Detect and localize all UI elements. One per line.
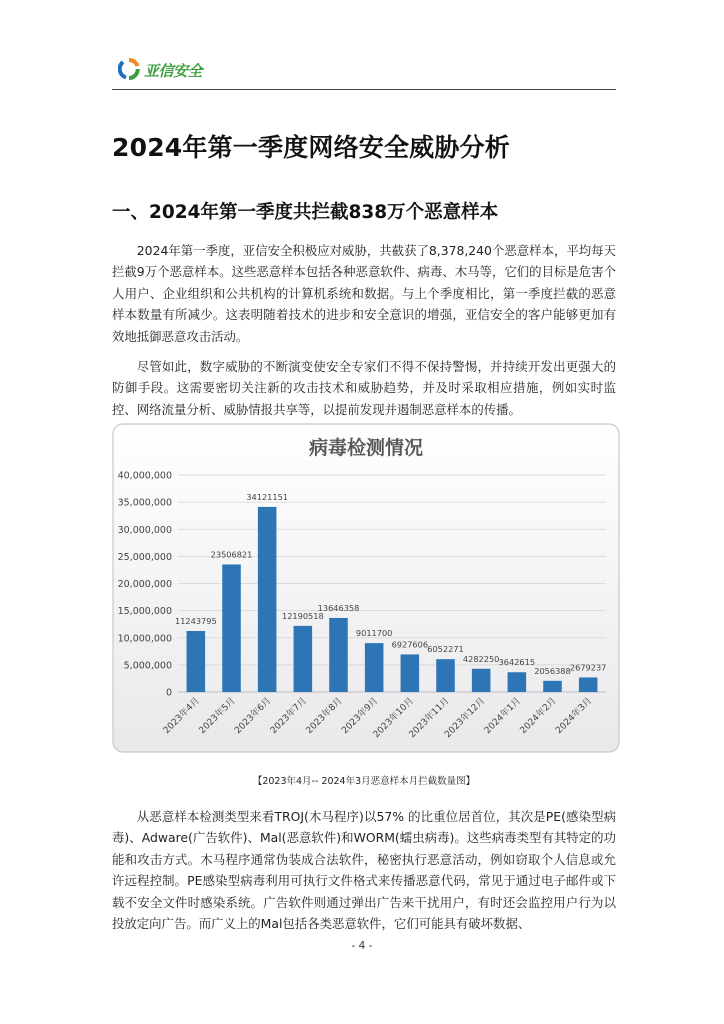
y-tick-label: 10,000,000: [117, 633, 172, 645]
x-tick-label: 2023年11月: [407, 696, 452, 741]
data-label: 2679237: [569, 662, 607, 673]
x-tick-label: 2023年6月: [233, 696, 274, 737]
document-title: 2024年第一季度网络安全威胁分析: [112, 133, 510, 162]
chart-caption: 【2023年4月-- 2024年3月恶意样本月拦截数量图】: [252, 776, 476, 787]
bar: [472, 669, 491, 692]
bar: [579, 677, 598, 692]
malware-detection-chart: [112, 423, 622, 755]
y-tick-label: 30,000,000: [117, 524, 172, 536]
x-tick-label: 2023年10月: [371, 696, 416, 741]
data-label: 13646358: [317, 602, 360, 613]
chart-title: 病毒检测情况: [308, 437, 424, 459]
logo-text: 亚信安全: [144, 62, 203, 80]
bar: [294, 626, 313, 692]
y-tick-label: 0: [165, 687, 172, 699]
x-tick-label: 2023年9月: [340, 696, 381, 737]
header-divider: [112, 89, 616, 90]
bar: [543, 681, 562, 692]
x-tick-label: 2023年8月: [304, 696, 345, 737]
bar: [258, 507, 277, 692]
data-label: 12190518: [281, 610, 324, 621]
x-tick-label: 2024年1月: [482, 696, 523, 737]
data-label: 2056388: [534, 665, 571, 676]
y-tick-label: 35,000,000: [117, 497, 172, 509]
data-label: 23506821: [210, 549, 253, 560]
bar: [222, 564, 241, 692]
x-tick-label: 2024年3月: [554, 696, 595, 737]
bar: [508, 672, 527, 692]
x-tick-label: 2023年4月: [161, 696, 202, 737]
data-label: 6052271: [427, 644, 464, 655]
asiainfo-logo-icon: [118, 58, 140, 80]
data-label: 4282250: [462, 653, 500, 664]
y-tick-label: 20,000,000: [117, 579, 172, 590]
page-number: - 4 -: [351, 940, 373, 952]
section-heading: 一、2024年第一季度共拦截838万个恶意样本: [112, 202, 499, 223]
y-tick-label: 40,000,000: [117, 470, 172, 482]
bar: [329, 618, 348, 692]
y-tick-label: 5,000,000: [123, 660, 172, 672]
x-tick-label: 2023年5月: [197, 696, 238, 737]
bar: [436, 659, 455, 692]
y-tick-label: 15,000,000: [117, 606, 172, 618]
data-label: 6927606: [391, 639, 429, 650]
x-tick-label: 2023年7月: [268, 696, 309, 737]
bar: [365, 643, 384, 692]
paragraph-2: 尽管如此，数字威胁的不断演变使安全专家们不得不保持警惕，并持续开发出更强大的防御手段。这需要密切关注新的攻击技术和威胁趋势，并及时采取相应措施，例如实时监控、网络流量分析、威胁情报共享等，以提前发现并遏制恶意样本的传播。: [112, 359, 616, 417]
paragraph-1: 2024年第一季度，亚信安全积极应对威胁，共截获了8,378,240个恶意样本，平均每天拦截9万个恶意样本。这些恶意样本包括各种恶意软件、病毒、木马等，它们的目标是危害个人用户、企业组织和公共机构的计算机系统和数据。与上个季度相比，第一季度拦截的恶意样本数量有所减少。这表明随着技术的进步和安全意识的增强，亚信安全的客户能够更加有效地抵御恶意攻击活动。: [112, 243, 616, 344]
y-tick-label: 25,000,000: [117, 551, 172, 563]
paragraph-3: 从恶意样本检测类型来看TROJ(木马程序)以57% 的比重位居首位，其次是PE(感染型病毒)、Adware(广告软件)、Mal(恶意软件)和WORM(蠕虫病毒)。这些病毒类型有其特定的功能和攻击方式。木马程序通常伪装成合法软件，秘密执行恶意活动，例如窃取个人信息或允许远程控制。PE感染型病毒利用可执行文件格式来传播恶意代码，常见于通过电子邮件或下载不安全文件时感染系统。广告软件则通过弹出广告来干扰用户，有时还会监控用户行为以投放定向广告。而广义上的Mal包括各类恶意软件，它们可能具有破坏数据、: [112, 809, 616, 932]
bar: [401, 654, 420, 692]
data-label: 34121151: [246, 491, 289, 502]
x-tick-label: 2024年2月: [518, 696, 559, 737]
bar: [187, 631, 206, 692]
data-label: 3642615: [498, 657, 536, 668]
x-tick-label: 2023年12月: [443, 696, 488, 741]
data-label: 11243795: [174, 616, 217, 627]
data-label: 9011700: [355, 628, 393, 639]
page-header: [112, 52, 616, 92]
